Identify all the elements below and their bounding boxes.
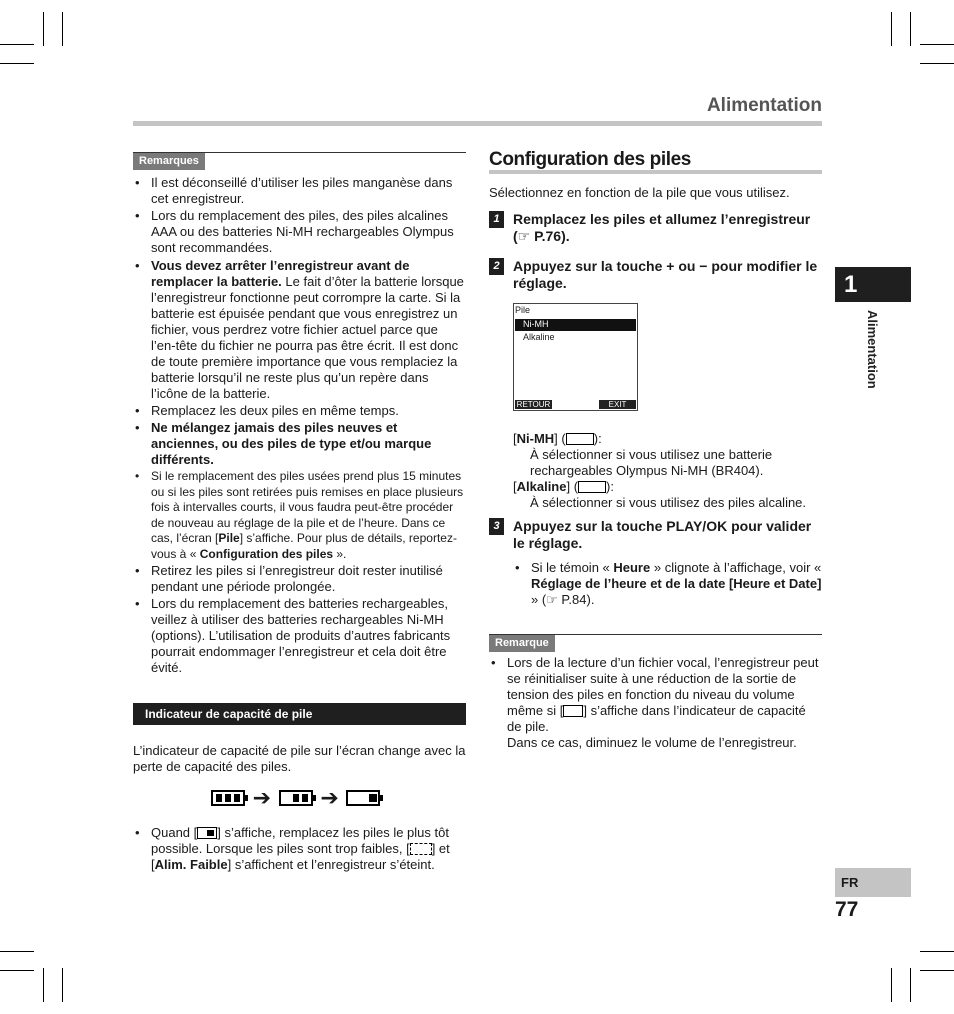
battery-full-icon — [563, 705, 583, 717]
chapter-side-label: Alimentation — [865, 310, 880, 389]
list-item: • Quand [ ] s’affiche, remplacez les piles le plus tôt possible. Lorsque les piles sont trop faibles, [ ] et [Alim. Faible] s’affichent et l’enregistreur s’éteint. — [133, 825, 466, 873]
remarques-header — [133, 152, 466, 172]
step-3: 3 Appuyez sur la touche PLAY/OK pour valider le réglage. — [489, 518, 822, 552]
battery-full-icon — [211, 790, 245, 806]
step-number: 2 — [489, 258, 504, 275]
option-alkaline: [Alkaline] ( ): À sélectionner si vous utilisez des piles alcaline. — [513, 479, 807, 510]
section-rule — [133, 121, 822, 126]
section-title: Alimentation — [706, 95, 822, 116]
remarque-header — [489, 634, 822, 654]
right-column — [489, 149, 822, 752]
list-item: • Si le témoin « Heure » clignote à l’affichage, voir « Réglage de l’heure et de la date [Heure et Date] » (☞ P.84). — [513, 560, 822, 608]
screen-header: Pile — [515, 305, 531, 315]
arrow-right-icon: ➔ — [252, 784, 272, 810]
arrow-right-icon: ➔ — [320, 784, 339, 810]
indicator-text: L’indicateur de capacité de pile sur l’écran change avec la perte de capacité des piles. — [133, 743, 466, 774]
language-tab: FR — [835, 868, 911, 897]
crop-mark — [43, 12, 44, 46]
crop-mark — [920, 970, 954, 971]
crop-mark — [920, 44, 954, 45]
list-item: • Retirez les piles si l’enregistreur doit rester inutilisé pendant une période prolongée. — [133, 563, 466, 595]
list-item: • Lors du remplacement des piles, des piles alcalines AAA ou des batteries Ni-MH rechargeables Olympus sont recommandées. — [133, 208, 466, 256]
crop-mark — [0, 970, 34, 971]
list-item: • Lors du remplacement des batteries rechargeables, veillez à utiliser des batteries rechargeables Ni-MH (options). L’utilisation de produits d’autres fabricants pourrait endommager l’enregistreur et cela doit être évité. — [133, 596, 466, 676]
remarque-label: Remarque — [489, 635, 555, 652]
left-column — [133, 152, 466, 874]
crop-mark — [910, 968, 911, 1002]
chapter-tab: 1 — [835, 267, 911, 302]
crop-mark — [0, 951, 34, 952]
battery-sequence — [211, 784, 466, 811]
battery-two-bars-icon — [279, 790, 313, 806]
step-3-notes — [513, 560, 822, 608]
crop-mark — [0, 63, 34, 64]
config-title: Configuration des piles — [489, 152, 822, 174]
nimh-battery-icon — [566, 433, 594, 445]
quand-list — [133, 825, 466, 873]
crop-mark — [62, 968, 63, 1002]
step-1: 1 Remplacez les piles et allumez l’enregistreur (☞ P.76). — [489, 211, 822, 245]
list-item: • Remplacez les deux piles en même temps. — [133, 403, 466, 419]
step-number: 3 — [489, 518, 504, 535]
step-number: 1 — [489, 211, 504, 228]
battery-low-icon — [197, 827, 217, 839]
option-nimh: [Ni-MH] ( ): À sélectionner si vous utilisez une batterie rechargeables Olympus Ni-MH (BR404). — [513, 431, 773, 478]
crop-mark — [891, 968, 892, 1002]
page-number: 77 — [835, 898, 859, 921]
battery-empty-icon — [410, 843, 432, 855]
battery-one-bar-icon — [346, 790, 380, 806]
recorder-screen — [513, 303, 638, 411]
screen-exit-button: EXIT — [599, 400, 636, 409]
remarques-list — [133, 175, 466, 676]
alkaline-battery-icon — [578, 481, 606, 493]
indicator-heading: Indicateur de capacité de pile — [133, 703, 466, 725]
remarques-label: Remarques — [133, 153, 205, 170]
crop-mark — [891, 12, 892, 46]
crop-mark — [62, 12, 63, 46]
crop-mark — [920, 63, 954, 64]
crop-mark — [0, 44, 34, 45]
list-item: • Lors de la lecture d’un fichier vocal, l’enregistreur peut se réinitialiser suite à une réduction de la sortie de tension des piles en fonction du niveau du volume même si [ ] s’affiche dans l’indicateur de capacité de pile. Dans ce cas, diminuez le volume de l’enregistreur. — [489, 655, 822, 751]
crop-mark — [43, 968, 44, 1002]
screen-option: Alkaline — [523, 332, 555, 342]
crop-mark — [920, 951, 954, 952]
list-item: • Si le remplacement des piles usées prend plus 15 minutes ou si les piles sont retirées puis remises en place plusieurs fois à intervalles courts, il vous faudra peut-être procéder de nouveau au réglage de la pile et de l’heure. Dans ce cas, l’écran [Pile] s’affiche. Pour plus de détails, reportez-vous à « Configuration des piles ». — [133, 469, 466, 562]
list-item: • Il est déconseillé d’utiliser les piles manganèse dans cet enregistreur. — [133, 175, 466, 207]
crop-mark — [910, 12, 911, 46]
config-intro: Sélectionnez en fonction de la pile que vous utilisez. — [489, 185, 790, 200]
screen-back-button: RETOUR — [516, 400, 551, 409]
screen-selected-option: Ni-MH — [515, 319, 636, 331]
list-item: • Vous devez arrêter l’enregistreur avant de remplacer la batterie. Le fait d’ôter la batterie lorsque l’enregistreur fonctionne peut corrompre la carte. Si la batterie est épuisée pendant que vous enregistrez un fichier, vous perdrez votre fichier actuel parce que l’en-tête du fichier ne pourra pas être écrit. Il est donc de toute première importance que vous remplaciez la batterie lorsqu’il ne reste plus qu’un repère dans l’icône de la batterie. — [133, 258, 466, 402]
play-ok-key: PLAY/OK — [666, 518, 728, 534]
list-item: • Ne mélangez jamais des piles neuves et anciennes, ou des piles de type et/ou marque différents. — [133, 420, 466, 468]
step-2: 2 Appuyez sur la touche + ou − pour modifier le réglage. — [489, 258, 822, 292]
remarque-list — [489, 655, 822, 751]
